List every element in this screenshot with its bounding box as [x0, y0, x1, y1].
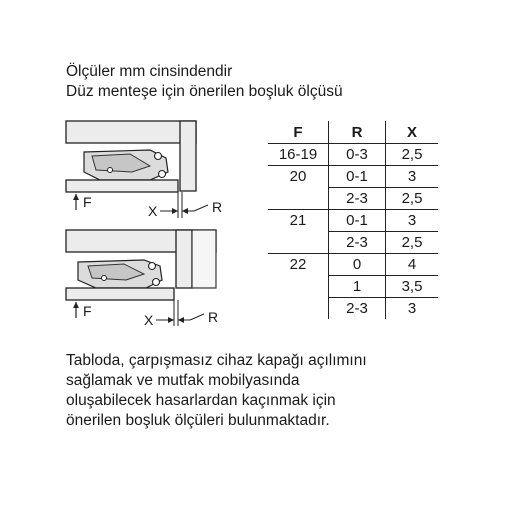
hinge-pivot [149, 263, 156, 270]
door-panel [66, 288, 174, 300]
cell-x: 3 [386, 298, 439, 320]
table-row [268, 144, 438, 166]
cell-r: 2-3 [329, 188, 386, 210]
adjacent-panel [192, 230, 216, 288]
label-r: R [208, 309, 219, 325]
hinge-pivot [155, 153, 162, 160]
cell-f: 21 [268, 210, 329, 232]
cell-f: 16-19 [268, 144, 329, 166]
column-header-f: F [268, 121, 329, 144]
cell-f [268, 298, 329, 320]
cell-x: 3,5 [386, 276, 439, 298]
footer-text-line: sağlamak ve mutfak mobilyasında [66, 372, 300, 389]
footer-text-line: Tabloda, çarpışmasız cihaz kapağı açılımını [66, 352, 367, 369]
cell-x: 2,5 [386, 232, 439, 254]
table-row [268, 232, 438, 254]
hinge-diagram-top [66, 121, 222, 219]
header-title-line: Ölçüler mm cinsindendir [66, 63, 233, 80]
cell-x: 3 [386, 166, 439, 188]
table-row [268, 188, 438, 210]
clearance-table [268, 121, 438, 319]
label-x: X [148, 203, 158, 219]
table-row [268, 254, 438, 276]
footer-text-line: oluşabilecek hasarlardan kaçınmak için [66, 392, 336, 409]
cell-r: 2-3 [329, 298, 386, 320]
column-header-r: R [329, 121, 386, 144]
table-row [268, 166, 438, 188]
table-row [268, 276, 438, 298]
label-x: X [144, 312, 154, 328]
hinge-screw [102, 276, 107, 281]
hinge-screw [108, 168, 113, 173]
cell-x: 2,5 [386, 188, 439, 210]
table-row [268, 298, 438, 320]
hinge-pivot [159, 171, 166, 178]
cell-x: 2,5 [401, 146, 423, 163]
cell-r: 2-3 [329, 232, 386, 254]
cell-r: 0-3 [329, 144, 386, 166]
column-header-x: X [386, 121, 439, 144]
cabinet-top-board [66, 121, 196, 143]
cell-r: 0-1 [329, 210, 386, 232]
cabinet-side-panel [180, 121, 196, 191]
footer-text-line: önerilen boşluk ölçüleri bulunmaktadır. [66, 412, 330, 429]
cell-f [268, 232, 329, 254]
hinge-diagram-bottom [66, 230, 218, 328]
table-row [268, 210, 438, 232]
cell-r: 1 [329, 276, 386, 298]
hinge-pivot [153, 279, 160, 286]
header-subtitle-line: Düz menteşe için önerilen boşluk ölçüsü [66, 83, 343, 100]
label-r: R [212, 199, 223, 215]
cell-f [268, 188, 329, 210]
table-header-row [268, 121, 438, 144]
cell-r: 0-1 [329, 166, 386, 188]
cell-f: 22 [268, 254, 329, 276]
cell-r: 0 [329, 254, 386, 276]
cabinet-side-panel [176, 230, 192, 288]
cell-x: 4 [386, 254, 439, 276]
label-f: F [83, 303, 92, 319]
label-f: F [83, 194, 92, 210]
cell-x: 3 [386, 210, 439, 232]
cell-f: 20 [268, 166, 329, 188]
door-panel [66, 180, 178, 192]
cell-f [268, 276, 329, 298]
